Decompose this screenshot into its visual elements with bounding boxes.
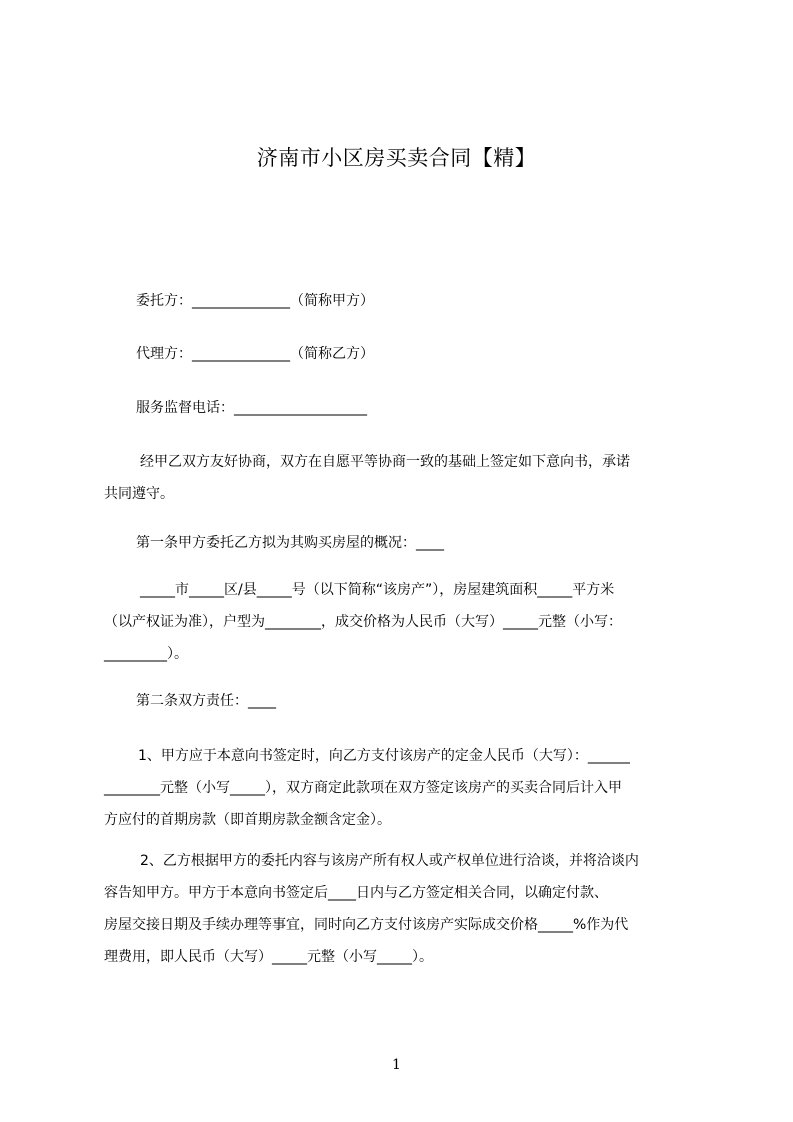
hotline-line: 服务监督电话：___________________ [136, 400, 367, 416]
clause1-line: 方应付的首期房款（即首期房款金额含定金）。 [104, 812, 391, 828]
intro-line: 经甲乙双方友好协商，双方在自愿平等协商一致的基础上签定如下意向书，承诺 [140, 454, 630, 470]
article1-heading: 第一条甲方委托乙方拟为其购买房屋的概况：____ [136, 535, 444, 551]
clause1-paragraph [104, 740, 704, 836]
client-line: 委托方：______________（简称甲方） [136, 293, 374, 309]
intro-line: 共同遵守。 [104, 486, 174, 502]
clause2-line: 2、乙方根据甲方的委托内容与该房产所有权人或产权单位进行洽谈，并将洽谈内 [140, 853, 639, 869]
article1-body [104, 574, 704, 670]
clause1-line: ________元整（小写_____），双方商定此款项在双方签定该房产的买卖合同后计入甲 [104, 780, 622, 796]
clause2-line: 房屋交接日期及手续办理等事宜，同时向乙方支付该房产实际成交价格_____%作为代 [104, 917, 629, 933]
document-title: 济南市小区房买卖合同【精】 [256, 146, 537, 170]
article1-line: （以产权证为准），户型为________，成交价格为人民币（大写）_____元整（小写： [104, 614, 622, 630]
clause2-line: 容告知甲方。甲方于本意向书签定后____日内与乙方签定相关合同，以确定付款、 [104, 885, 608, 901]
page-number: 1 [392, 1057, 401, 1073]
clause2-line: 理费用，即人民币（大写）_____元整（小写_____）。 [104, 949, 433, 965]
clause2-paragraph [104, 845, 704, 973]
agent-line: 代理方：______________（简称乙方） [136, 346, 374, 362]
article1-line: _________）。 [104, 646, 188, 662]
article1-line: _____市_____区/县_____号（以下简称“该房产”），房屋建筑面积_____平方米 [140, 582, 615, 598]
article2-heading: 第二条双方责任：____ [136, 693, 276, 709]
intro-paragraph [104, 446, 704, 510]
clause1-line: 1、甲方应于本意向书签定时，向乙方支付该房产的定金人民币（大写）：______ [138, 748, 630, 764]
